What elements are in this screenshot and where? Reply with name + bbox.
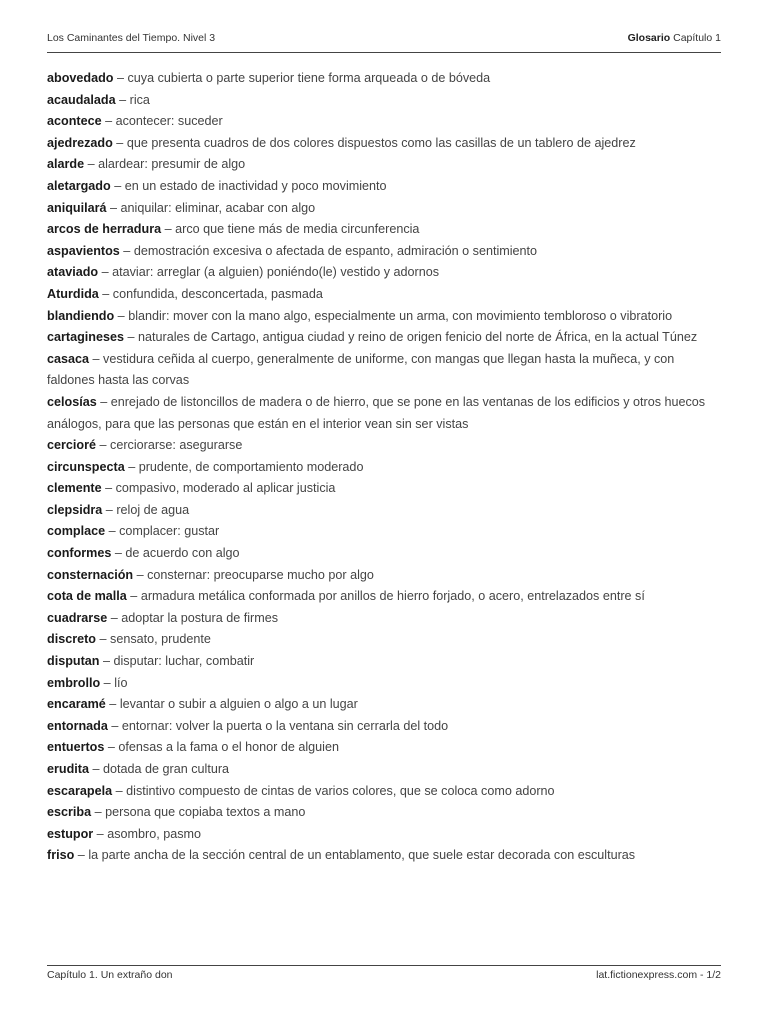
term-separator: –: [105, 524, 120, 539]
glossary-entry: [47, 521, 724, 543]
term-separator: –: [89, 351, 104, 366]
glossary-entry: [47, 327, 724, 349]
glossary-entry: [47, 759, 724, 781]
glossary-definition: blandir: mover con la mano algo, especialmente un arma, con movimiento tembloroso o vibratorio: [128, 308, 673, 323]
glossary-definition: adoptar la postura de firmes: [121, 610, 279, 625]
glossary-term: entuertos: [47, 740, 105, 755]
term-separator: –: [84, 157, 99, 172]
glossary-entry: [47, 586, 724, 608]
glossary-term: discreto: [47, 632, 96, 647]
glossary-entry: [47, 629, 724, 651]
glossary-entry: [47, 349, 724, 392]
glossary-definition: entornar: volver la puerta o la ventana sin cerrarla del todo: [121, 718, 449, 733]
glossary-term: Aturdida: [47, 286, 99, 301]
term-separator: –: [102, 502, 117, 517]
glossary-term: entornada: [47, 718, 108, 733]
term-separator: –: [119, 243, 134, 258]
glossary-definition: armadura metálica conformada por anillos de hierro forjado, o acero, entrelazados entre sí: [140, 589, 645, 604]
glossary-entry: [47, 262, 724, 284]
glossary-definition: de acuerdo con algo: [125, 546, 240, 561]
glossary-definition: sensato, prudente: [110, 632, 211, 647]
glossary-entry: [47, 154, 724, 176]
glossary-term: estupor: [47, 826, 94, 841]
book-title: Los Caminantes del Tiempo. Nivel 3: [47, 32, 216, 44]
glossary-definition: en un estado de inactividad y poco movimiento: [124, 178, 387, 193]
glossary-term: aletargado: [47, 178, 111, 193]
glossary-definition: acontecer: suceder: [115, 114, 223, 129]
glossary-term: embrollo: [47, 675, 101, 690]
glossary-entry: [47, 737, 724, 759]
term-separator: –: [112, 135, 127, 150]
glossary-entry: [47, 543, 724, 565]
page-number: lat.fictionexpress.com - 1/2: [596, 969, 721, 981]
glossary-entry: [47, 500, 724, 522]
glossary-entry: [47, 435, 724, 457]
glossary-term: aniquilará: [47, 200, 107, 215]
glossary-entry: [47, 241, 724, 263]
glossary-definition: asombro, pasmo: [107, 826, 201, 841]
glossary-definition: que presenta cuadros de dos colores dispuestos como las casillas de un tablero de ajedrez: [126, 135, 636, 150]
glossary-term: acaudalada: [47, 92, 116, 107]
glossary-definition: distintivo compuesto de cintas de varios colores, que se coloca como adorno: [126, 783, 555, 798]
glossary-term: complace: [47, 524, 106, 539]
term-separator: –: [126, 589, 141, 604]
term-separator: –: [101, 114, 116, 129]
glossary-entry: [47, 219, 724, 241]
term-separator: –: [133, 567, 148, 582]
glossary-term: escriba: [47, 805, 92, 820]
glossary-entry: [47, 673, 724, 695]
term-separator: –: [93, 826, 108, 841]
glossary-definition: arco que tiene más de media circunferencia: [175, 222, 420, 237]
term-separator: –: [101, 481, 116, 496]
glossary-term: disputan: [47, 654, 100, 669]
term-separator: –: [98, 286, 113, 301]
glossary-term: erudita: [47, 762, 89, 776]
term-separator: –: [100, 675, 115, 690]
glossary-entry: [47, 824, 724, 846]
term-separator: –: [107, 610, 122, 625]
term-separator: –: [107, 718, 122, 733]
glossary-entry: [47, 176, 724, 198]
glossary-definition: vestidura ceñida al cuerpo, generalmente de uniforme, con mangas que llegan hasta la muñeca, y con faldones hasta las corvas: [47, 351, 675, 388]
glossary-entry: [47, 133, 724, 155]
glossary-definition: ofensas a la fama o el honor de alguien: [118, 740, 339, 755]
term-separator: –: [110, 178, 125, 193]
glossary-entry: [47, 306, 724, 328]
glossary-term: alarde: [47, 157, 85, 172]
glossary-term: encaramé: [47, 697, 106, 712]
glossary-term: aspavientos: [47, 243, 120, 258]
glossary-definition: alardear: presumir de algo: [98, 157, 246, 172]
glossary-entry: [47, 651, 724, 673]
glossary-definition: reloj de agua: [116, 502, 190, 517]
glossary-entry: [47, 457, 724, 479]
page-footer: [47, 965, 721, 981]
term-separator: –: [96, 632, 111, 647]
glossary-entry: [47, 478, 724, 500]
glossary-entry: [47, 198, 724, 220]
glossary-term: conformes: [47, 546, 112, 561]
glossary-definition: enrejado de listoncillos de madera o de hierro, que se pone en las ventanas de los edificios y otros huecos análogos, para que las personas que están en el interior vean sin ser vistas: [47, 394, 706, 431]
term-separator: –: [124, 330, 139, 345]
glossary-term: ajedrezado: [47, 135, 113, 150]
glossary-entry: [47, 392, 724, 435]
term-separator: –: [99, 654, 114, 669]
term-separator: –: [124, 459, 139, 474]
glossary-entry: [47, 90, 724, 112]
glossary-definition: cerciorarse: asegurarse: [110, 438, 243, 453]
glossary-definition: rica: [129, 92, 150, 107]
glossary-definition: la parte ancha de la sección central de un entablamento, que suele estar decorada con esculturas: [88, 848, 636, 863]
glossary-definition: consternar: preocuparse mucho por algo: [147, 567, 374, 582]
glossary-term: friso: [47, 848, 75, 863]
glossary-term: celosías: [47, 394, 97, 409]
glossary-label: Glosario: [627, 32, 671, 44]
glossary-definition: compasivo, moderado al aplicar justicia: [115, 481, 336, 496]
glossary-term: cartagineses: [47, 330, 125, 345]
section-label: [628, 32, 721, 44]
glossary-definition: prudente, de comportamiento moderado: [138, 459, 364, 474]
glossary-entry: [47, 565, 724, 587]
term-separator: –: [113, 71, 128, 85]
glossary-definition: cuya cubierta o parte superior tiene forma arqueada o de bóveda: [127, 71, 491, 85]
glossary-term: clemente: [47, 481, 102, 496]
term-separator: –: [161, 222, 176, 237]
term-separator: –: [104, 740, 119, 755]
glossary-definition: demostración excesiva o afectada de espanto, admiración o sentimiento: [133, 243, 538, 258]
term-separator: –: [91, 805, 106, 820]
chapter-title: Capítulo 1. Un extraño don: [47, 969, 173, 981]
term-separator: –: [115, 92, 130, 107]
term-separator: –: [98, 265, 113, 280]
glossary-term: casaca: [47, 351, 90, 366]
glossary-entry: [47, 845, 724, 867]
term-separator: –: [96, 394, 111, 409]
glossary-term: blandiendo: [47, 308, 115, 323]
glossary-term: cota de malla: [47, 589, 127, 604]
glossary-definition: persona que copiaba textos a mano: [105, 805, 306, 820]
glossary-definition: disputar: luchar, combatir: [113, 654, 255, 669]
glossary-entry: [47, 284, 724, 306]
glossary-term: ataviado: [47, 265, 99, 280]
glossary-definition: levantar o subir a alguien o algo a un lugar: [119, 697, 358, 712]
term-separator: –: [89, 762, 104, 776]
term-separator: –: [106, 200, 121, 215]
glossary-definition: dotada de gran cultura: [103, 762, 230, 776]
glossary-term: cercioré: [47, 438, 97, 453]
glossary-definition: aniquilar: eliminar, acabar con algo: [120, 200, 316, 215]
glossary-term: cuadrarse: [47, 610, 108, 625]
term-separator: –: [105, 697, 120, 712]
glossary-definition: naturales de Cartago, antigua ciudad y reino de origen fenicio del norte de África, en la actual Túnez: [138, 330, 698, 345]
glossary-entry: [47, 694, 724, 716]
glossary-definition: confundida, desconcertada, pasmada: [112, 286, 323, 301]
chapter-label: Capítulo 1: [673, 32, 721, 44]
term-separator: –: [114, 308, 129, 323]
glossary-term: arcos de herradura: [47, 222, 162, 237]
term-separator: –: [112, 783, 127, 798]
glossary-definition: complacer: gustar: [119, 524, 220, 539]
glossary-entry: [47, 802, 724, 824]
glossary-term: escarapela: [47, 783, 113, 798]
glossary-term: abovedado: [47, 71, 114, 85]
glossary-term: consternación: [47, 567, 134, 582]
glossary-term: clepsidra: [47, 502, 103, 517]
glossary-entry: [47, 608, 724, 630]
glossary-term: acontece: [47, 114, 102, 129]
term-separator: –: [96, 438, 111, 453]
glossary-list: [47, 68, 724, 867]
term-separator: –: [74, 848, 89, 863]
page-header: [47, 32, 721, 53]
glossary-entry: [47, 111, 724, 133]
glossary-entry: [47, 68, 724, 90]
glossary-entry: [47, 716, 724, 738]
glossary-entry: [47, 781, 724, 803]
glossary-definition: ataviar: arreglar (a alguien) poniéndo(le) vestido y adornos: [112, 265, 440, 280]
term-separator: –: [111, 546, 126, 561]
glossary-definition: lío: [114, 675, 128, 690]
glossary-term: circunspecta: [47, 459, 125, 474]
